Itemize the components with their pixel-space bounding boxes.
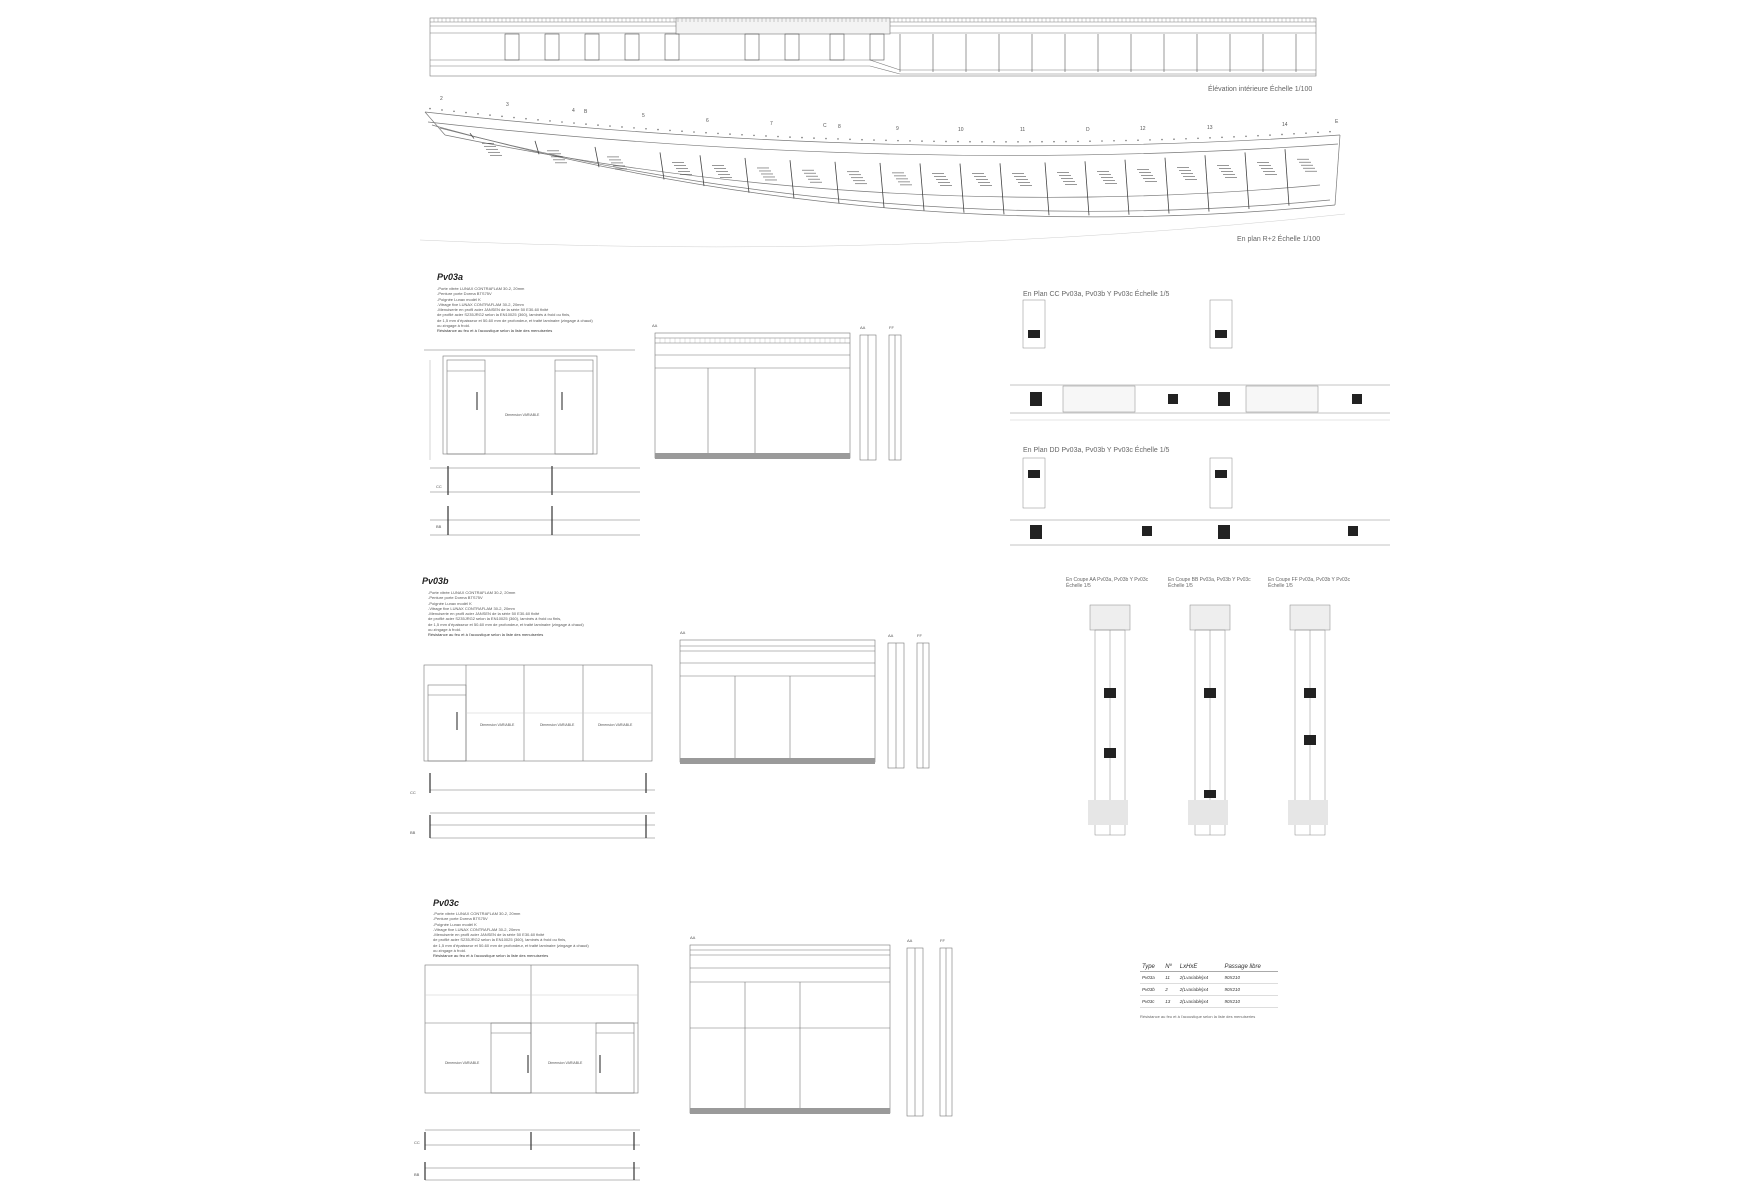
table-cell: Pv03a — [1140, 972, 1163, 984]
pv03b-section-aa: AA — [680, 630, 686, 635]
schedule-note: Résistance au feu et à l'acoustique selon la liste des menuiseries — [1140, 1014, 1256, 1019]
plan-grid-number: C — [823, 123, 827, 130]
schedule-header: LxHxE — [1178, 963, 1223, 972]
table-cell: Pv03b — [1140, 984, 1163, 996]
plan-grid-number: B — [584, 109, 588, 116]
coupe-ff-caption: En Coupe FF Pv03a, Pv03b Y Pv03c Échelle 1/5 — [1268, 577, 1351, 589]
schedule-header: Type — [1140, 963, 1163, 972]
table-cell: Pv03c — [1140, 996, 1163, 1008]
pv03a-section-bb: BB — [436, 524, 442, 529]
table-cell: 2(Lvariable)x4 — [1178, 972, 1223, 984]
plan-grid-number: 10 — [958, 126, 964, 133]
plan-grid-number: 11 — [1020, 127, 1026, 134]
schedule-header-row — [1140, 963, 1278, 972]
table-row — [1140, 972, 1278, 984]
plan-dd-caption: En Plan DD Pv03a, Pv03b Y Pv03c Échelle 1/5 — [1023, 447, 1170, 454]
table-cell: 2(Lvariable)x4 — [1178, 996, 1223, 1008]
table-row — [1140, 996, 1278, 1008]
pv03c-panel-label-1: Dimension VARIABLE — [445, 1061, 480, 1065]
elevation-caption: Élévation intérieure Échelle 1/100 — [1208, 86, 1313, 93]
table-cell: 90X210 — [1222, 972, 1278, 984]
pv03b-panel-label-1: Dimension VARIABLE — [480, 723, 515, 727]
pv03c-detail-aa: AA — [907, 938, 913, 943]
plan-grid-number: 14 — [1282, 121, 1288, 128]
coupe-aa-caption: En Coupe AA Pv03a, Pv03b Y Pv03c Échelle 1/5 — [1066, 577, 1149, 589]
table-cell: 13 — [1163, 996, 1177, 1008]
type-spec-pv03b: -Porte vitrée LUNAX CONTRAFLAM 30-2, 20mm -Penture porte Dorma BTS75V -Poignée Lunax modèl K -Vitrage fixe LUNAX CONTRAFLAM 30-2, 20mm -Menuiserie en profil acier JANSEN de la série 50 E30-60 fixité de profilé acier S235JRG2 selon la EN10025 (360), laminés à froid ou finis, de 1,5 mm d'épaisseur et 50-60 mm de profondeur, et traité laminaire (zingage à chaud) ou zingage à froid. Résistance au feu et à l'acoustique selon la liste des menuiseries — [428, 590, 584, 638]
pv03a-detail-ff: FF — [889, 325, 894, 330]
table-cell: 90X210 — [1222, 996, 1278, 1008]
plan-grid-number: 6 — [706, 117, 709, 124]
type-title-pv03a: Pv03a — [437, 272, 464, 282]
plan-grid-number: 8 — [838, 123, 841, 130]
table-cell: 90X210 — [1222, 984, 1278, 996]
plan-grid-number: 5 — [642, 113, 645, 120]
type-title-pv03b: Pv03b — [422, 576, 449, 586]
schedule-header: Passage libre — [1222, 963, 1278, 972]
door-schedule-table — [1140, 963, 1278, 1008]
pv03a-panel-label: Dimension VARIABLE — [505, 413, 540, 417]
plan-grid-number: 4 — [572, 108, 575, 115]
plan-grid-number: E — [1335, 119, 1339, 126]
type-spec-pv03c: -Porte vitrée LUNAX CONTRAFLAM 30-2, 20mm -Penture porte Dorma BTS75V -Poignée Lunax modèl K -Vitrage fixe LUNAX CONTRAFLAM 30-2, 20mm -Menuiserie en profil acier JANSEN de la série 50 E30-60 fixité de profilé acier S235JRG2 selon la EN10025 (360), laminés à froid ou finis, de 1,5 mm d'épaisseur et 50-60 mm de profondeur, et traité laminaire (zingage à chaud) ou zingage à froid. Résistance au feu et à l'acoustique selon la liste des menuiseries — [433, 911, 589, 959]
table-row — [1140, 984, 1278, 996]
pv03b-section-bb: BB — [410, 830, 416, 835]
table-cell: 11 — [1163, 972, 1177, 984]
plan-grid-number: 9 — [896, 125, 899, 132]
type-title-pv03c: Pv03c — [433, 898, 460, 908]
plan-cc-caption: En Plan CC Pv03a, Pv03b Y Pv03c Échelle 1/5 — [1023, 291, 1170, 298]
pv03a-section-cc: CC — [436, 484, 442, 489]
pv03b-detail-aa: AA — [888, 633, 894, 638]
plan-grid-number: 3 — [506, 102, 509, 109]
pv03a-detail-aa: AA — [860, 325, 866, 330]
plan-caption: En plan R+2 Échelle 1/100 — [1237, 236, 1321, 243]
table-cell: 2(Lvariable)x4 — [1178, 984, 1223, 996]
plan-grid-number: 7 — [770, 121, 773, 128]
plan-grid-number: 2 — [440, 95, 443, 102]
plan-grid-number: D — [1086, 127, 1090, 134]
coupe-bb-caption: En Coupe BB Pv03a, Pv03b Y Pv03c Échelle 1/5 — [1168, 577, 1251, 589]
pv03c-section-bb: BB — [414, 1172, 420, 1177]
type-spec-pv03a: -Porte vitrée LUNAX CONTRAFLAM 30-2, 20mm -Penture porte Dorma BTS75V -Poignée Lunax modèl K -Vitrage fixe LUNAX CONTRAFLAM 30-2, 20mm -Menuiserie en profil acier JANSEN de la série 50 E30-60 fixité de profilé acier S235JRG2 selon la EN10025 (360), laminés à froid ou finis, de 1,5 mm d'épaisseur et 50-60 mm de profondeur, et traité laminaire (zingage à chaud) ou zingage à froid. Résistance au feu et à l'acoustique selon la liste des menuiseries — [437, 286, 593, 334]
plan-grid-number: 13 — [1207, 124, 1213, 131]
pv03b-panel-label-2: Dimension VARIABLE — [540, 723, 575, 727]
pv03c-section-cc: CC — [414, 1140, 420, 1145]
pv03b-detail-ff: FF — [917, 633, 922, 638]
pv03c-detail-ff: FF — [940, 938, 945, 943]
schedule-header: Nº — [1163, 963, 1177, 972]
pv03c-panel-label-2: Dimension VARIABLE — [548, 1061, 583, 1065]
plan-grid-number: 12 — [1140, 126, 1146, 133]
pv03b-panel-label-3: Dimension VARIABLE — [598, 723, 633, 727]
table-cell: 2 — [1163, 984, 1177, 996]
pv03c-section-aa: AA — [690, 935, 696, 940]
pv03a-section-aa: AA — [652, 323, 658, 328]
pv03b-section-cc: CC — [410, 790, 416, 795]
